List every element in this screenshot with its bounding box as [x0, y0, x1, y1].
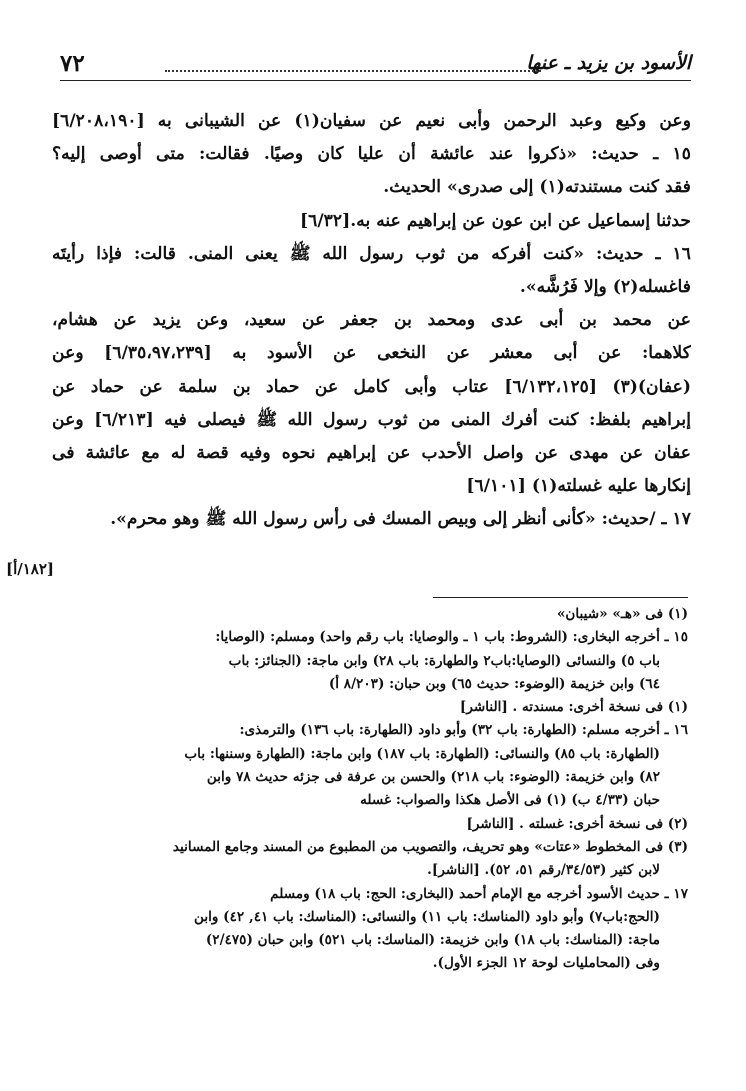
footnote-line: (الطهارة: باب ٨٥) والنسائى: (الطهارة: باب ١٨٧) وابن ماجة: (الطهارة وسننها: باب: [184, 745, 660, 762]
footnote-line: ١٦ ـ أخرجه مسلم: (الطهارة: باب ٣٢) وأبو داود (الطهارة: باب ١٣٦) والترمذى:: [239, 722, 688, 739]
text-line: وعن وكيع وعبد الرحمن وأبى نعيم عن سفيان(١) عن الشيبانى به [٦/٢٠٨،١٩٠]: [52, 111, 691, 131]
footnote-separator: [433, 597, 688, 598]
footnotes: [52, 603, 688, 976]
footnote-line: (١) فى «هـ» «شيبان»: [556, 606, 688, 622]
footnote-line: (١) فى نسخة أخرى: مسندته . [الناشر]: [459, 699, 688, 716]
text-line: عن محمد بن أبى عدى ومحمد بن جعفر عن سعيد، وعن يزيد عن هشام،: [52, 310, 691, 331]
footnote-line: ١٥ ـ أخرجه البخارى: (الشروط: باب ١ ـ والوصايا: باب رقم واحد) ومسلم: (الوصايا:: [215, 629, 688, 646]
footnote-line: ٨٢) وابن خزيمة: (الوضوء: باب ٢١٨) والحسن بن عرفة فى جزئه حديث ٧٨ وابن: [206, 769, 660, 786]
text-line: فقد كنت مستندته(١) إلى صدرى» الحديث.: [383, 177, 691, 198]
footnote-line: حبان (٤/٣٣ ب) (١) فى الأصل هكذا والصواب: غسله: [360, 792, 660, 809]
header-rule: [60, 80, 691, 81]
text-line: إنكارها عليه غسلته(١) [٦/١٠١]: [466, 476, 691, 497]
footnote-line: (الحج:باب٧) وأبو داود (المناسك: باب ١١) والنسائى: (المناسك: باب ٤١, ٤٢) وابن: [193, 908, 660, 925]
text-line: ١٧ ـ /حديث: «كأنى أنظر إلى وبيص المسك فى رأس رسول الله ﷺ وهو محرم».: [110, 509, 691, 530]
footnote-line: وفى (المحامليات لوحة ١٢ الجزء الأول).: [432, 955, 660, 972]
text-line: (عفان)(٣) [٦/١٣٢،١٢٥] عتاب وأبى كامل عن حماد بن سلمة عن حماد عن: [52, 376, 691, 397]
footnote-line: ماجة: (المناسك: باب ١٨) وابن خزيمة: (المناسك: باب ٥٢١) وابن حبان (٢/٤٧٥): [205, 932, 660, 949]
text-line: حدثنا إسماعيل عن ابن عون عن إبراهيم عنه به.[٦/٣٢]: [299, 210, 691, 231]
text-line: كلاهما: عن أبى معشر عن النخعى عن الأسود به [٦/٣٥،٩٧،٢٣٩] وعن: [52, 343, 691, 364]
footnote-line: باب ٥) والنسائى (الوصايا:باب٢ والطهارة: باب ٢٨) وابن ماجة: (الجنائز: باب: [228, 652, 660, 669]
manuscript-folio-marker: [١٨٢/أ]: [6, 560, 55, 578]
text-line: ١٥ ـ حديث: «ذكروا عند عائشة أن عليا كان وصيًا. فقالت: متى أوصى إليه؟: [52, 144, 691, 165]
main-text: [52, 105, 691, 536]
page-number: ٧٢: [60, 50, 85, 77]
running-title: الأسود بن يزيد ـ عنها: [526, 52, 691, 74]
footnote-line: (٢) فى نسخة أخرى: غسلته . [الناشر]: [466, 815, 688, 832]
text-line: فاغسله(٢) وإلا فَرُشَّه».: [519, 276, 691, 297]
footnote-line: لابن كثير (٣٤/٥٣/رقم ٥١، ٥٢). [الناشر].: [427, 862, 660, 879]
text-line: إبراهيم بلفظ: كنت أفرك المنى من ثوب رسول الله ﷺ فيصلى فيه [٦/٢١٣] وعن: [52, 409, 691, 430]
running-header: [60, 52, 691, 82]
header-dotted-leader: [165, 70, 541, 72]
footnote-line: ١٧ ـ حديث الأسود أخرجه مع الإمام أحمد (البخارى: الحج: باب ١٨) ومسلم: [270, 885, 688, 902]
text-line: عفان عن مهدى عن واصل الأحدب عن إبراهيم نحوه وفيه قصة له مع عائشة فى: [52, 442, 691, 463]
footnote-line: ٦٤) وابن خزيمة (الوضوء: حديث ٦٥) وبن حبان: (٨/٢٠٣ أ): [328, 675, 660, 692]
footnote-line: (٣) فى المخطوط «عتات» وهو تحريف، والتصويب من المطبوع من المسند وجامع المسانيد: [172, 838, 688, 855]
text-line: ١٦ ـ حديث: «كنت أفركه من ثوب رسول الله ﷺ يعنى المنى. قالت: فإذا رأيتَه: [52, 243, 691, 264]
